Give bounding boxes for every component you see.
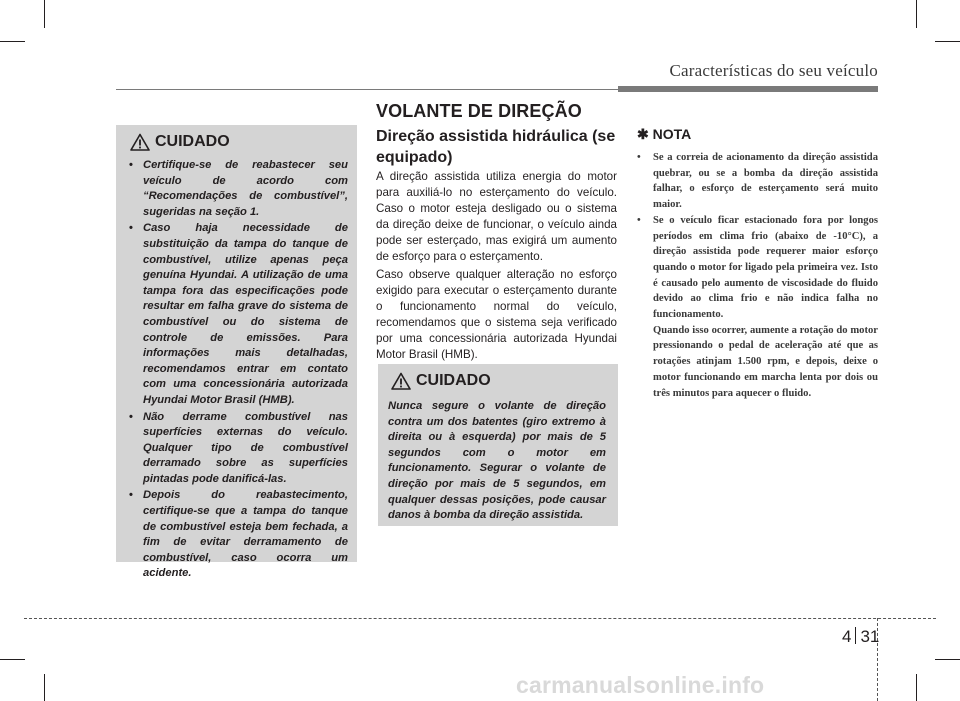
footer-dashed-rule xyxy=(24,618,936,619)
header-title: Características do seu veículo xyxy=(669,61,878,80)
caution-box-steering xyxy=(378,364,618,526)
paragraph: A direção assistida utiliza energia do motor para auxiliá-lo no esterçamento do veículo. Caso o motor esteja desligado ou o sistema da direção deixe de funcionar, o veículo ainda pode ser esterçado, mas exigirá um aumento de esforço para o esterçamento. xyxy=(376,170,617,263)
subsection-title: Direção assistida hidráulica (se equipado) xyxy=(376,128,616,166)
page-number-separator xyxy=(855,627,856,644)
page-number-value: 31 xyxy=(860,627,880,646)
note-paragraph: Quando isso ocorrer, aumente a rotação do motor pressionando o pedal de aceleração até que as rotações atinjam 1.500 rpm, e depois, deixe o motor funcionando em marcha lenta por dois ou três minutos para aquecer o fluido. xyxy=(653,324,878,399)
section-title: VOLANTE DE DIREÇÃO xyxy=(376,101,582,121)
caution-item: • Certifique-se de reabastecer seu veículo de acordo com “Recomendações de combustível”, sugeridas na seção 1. xyxy=(129,159,348,218)
caution-box-fuel xyxy=(116,125,357,580)
warning-triangle-icon xyxy=(130,133,150,151)
header-rule-accent xyxy=(618,86,878,92)
caution-list xyxy=(127,158,348,582)
note-item: • Se a correia de acionamento da direção assistida quebrar, ou se a bomba da direção assistida falhar, o esforço de esterçamento será muito maior. xyxy=(637,150,878,213)
crop-mark xyxy=(0,659,25,660)
crop-mark xyxy=(44,674,45,701)
watermark: carmanualsonline.info xyxy=(516,672,765,698)
caution-text: Nunca segure o volante de direção contra um dos batentes (giro extremo à direita ou à esquerda) por mais de 5 segundos com o motor em funcionamento. Segurar o volante de direção por mais de 5 segundos, em qualquer dessas posições, pode causar danos à bomba da direção assistida. xyxy=(388,400,606,522)
caution-item: • Não derrame combustível nas superfícies externas do veículo. Qualquer tipo de combustível derramado sobre as superfícies pintadas pode danificá-las. xyxy=(129,410,348,485)
note-item: • Se o veículo ficar estacionado fora por longos períodos em clima frio (abaixo de -10°C), a direção assistida pode requerer maior esforço quando o motor for ligado pela primeira vez. Isto é causado pelo aumento de viscosidade do fluido devido ao clima frio e não indica falha no funcionamento. Quando isso ocorrer, aumente a rotação do motor pressionando o pedal de aceleração até que as rotações atinjam 1.500 rpm, e depois, deixe o motor funcionando em marcha lenta por dois ou três minutos para aquecer o fluido. xyxy=(637,213,878,401)
crop-mark xyxy=(0,41,25,42)
caution-header xyxy=(391,372,608,390)
crop-mark xyxy=(935,41,960,42)
note-header xyxy=(637,126,691,143)
caution-header xyxy=(130,133,348,151)
caution-item: • Caso haja necessidade de substituição da tampa do tanque de combustível, utilize apenas peça genuína Hyundai. A utilização de uma tampa fora das especificações pode resultar em falha grave do sistema de combustível ou do sistema de controle de emissões. Para informações mais detalhadas, recomendamos entrar em contato com uma concessionária autorizada Hyundai Motor Brasil (HMB). xyxy=(129,222,348,406)
chapter-number: 4 xyxy=(842,627,852,646)
asterisk-icon: ✱ xyxy=(637,126,649,142)
note-list xyxy=(637,150,878,401)
note-paragraph: Se o veículo ficar estacionado fora por longos períodos em clima frio (abaixo de -10°C), a direção assistida pode requerer maior esforço quando o motor for ligado pela primeira vez. Isto é causado pelo aumento de viscosidade do fluido devido ao clima frio e não indica falha no funcionamento. xyxy=(653,214,878,321)
crop-mark xyxy=(44,0,45,28)
paragraph: Caso observe qualquer alteração no esforço exigido para executar o esterçamento durante o funcionamento normal do veículo, recomendamos que o sistema seja verificado por uma concessionária autorizada Hyundai Motor Brasil (HMB). xyxy=(376,268,617,361)
warning-triangle-icon xyxy=(391,372,411,390)
page-number xyxy=(842,625,879,647)
note-paragraph: Se a correia de acionamento da direção assistida quebrar, ou se a bomba da direção assistida falhar, o esforço de esterçamento será muito maior. xyxy=(653,152,878,211)
caution-title: CUIDADO xyxy=(155,133,230,150)
power-steering-text xyxy=(376,169,617,366)
crop-mark xyxy=(916,674,917,701)
crop-mark xyxy=(935,659,960,660)
caution-item: • Depois do reabastecimento, certifique-se que a tampa do tanque de combustível esteja bem fechada, a fim de evitar derramamento de combustível, caso ocorra um acidente. xyxy=(129,489,348,580)
note-title: NOTA xyxy=(652,126,692,142)
caution-title: CUIDADO xyxy=(416,372,491,389)
crop-mark xyxy=(916,0,917,28)
